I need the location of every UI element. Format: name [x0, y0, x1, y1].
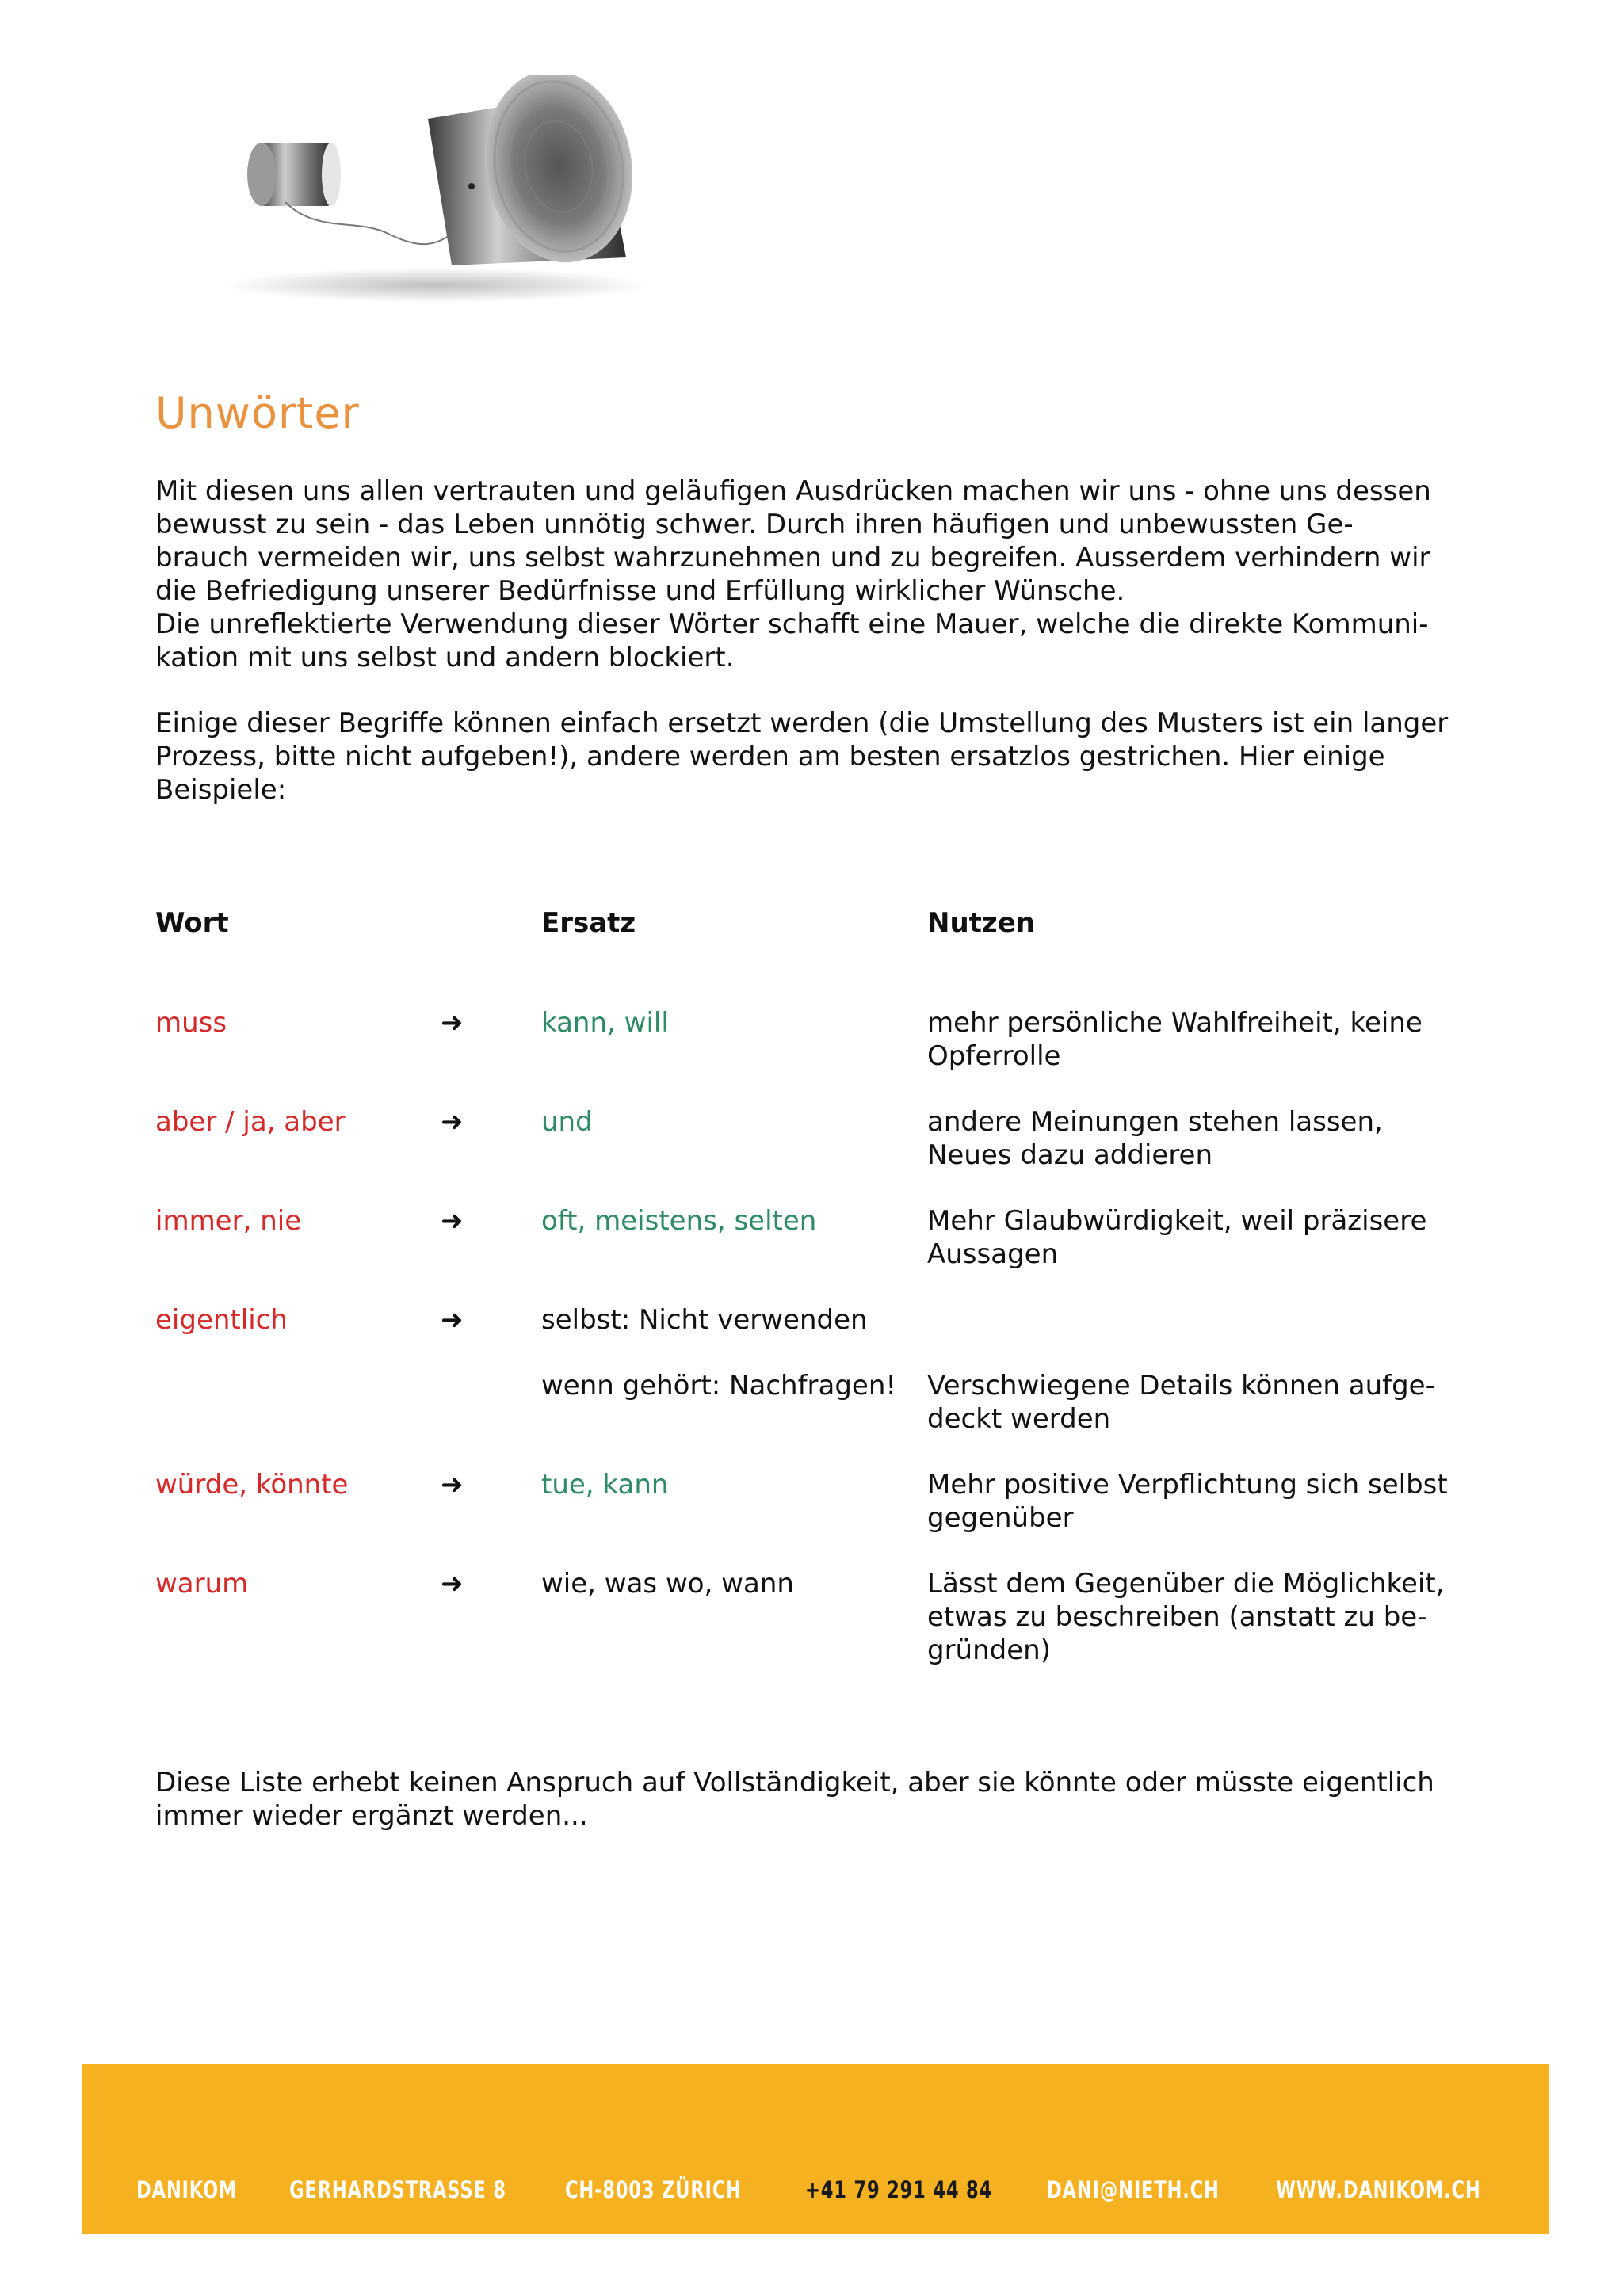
- footer-email-link[interactable]: DANI@NIETH.CH: [1047, 2176, 1220, 2203]
- arrow-icon: ➜: [441, 1106, 464, 1138]
- footer-city: CH-8003 ZÜRICH: [565, 2176, 742, 2203]
- footer-web-link[interactable]: WWW.DANIKOM.CH: [1276, 2176, 1481, 2203]
- table-row-word: eigentlich: [155, 1304, 288, 1336]
- table-row-word: aber / ja, aber: [155, 1106, 346, 1138]
- table-row-word: würde, könnte: [155, 1469, 349, 1501]
- small-can-icon: [247, 143, 341, 206]
- column-header-word: Wort: [155, 907, 229, 939]
- table-row-benefit: Mehr positive Verpflichtung sich selbst gegenüber: [927, 1469, 1448, 1534]
- arrow-icon: ➜: [441, 1568, 464, 1600]
- column-header-benefit: Nutzen: [927, 907, 1035, 939]
- column-header-replacement: Ersatz: [541, 907, 636, 939]
- arrow-icon: ➜: [441, 1205, 464, 1237]
- footer-street: GERHARDSTRASSE 8: [289, 2176, 506, 2203]
- large-can-icon: [428, 75, 647, 274]
- table-row-replacement: wenn gehört: Nachfragen!: [541, 1370, 897, 1402]
- table-row-benefit: andere Meinungen stehen lassen, Neues dazu addieren: [927, 1106, 1383, 1171]
- table-row-benefit: mehr persönliche Wahlfreiheit, keine Opferrolle: [927, 1007, 1423, 1072]
- table-row-word: muss: [155, 1007, 227, 1039]
- table-row-replacement: kann, will: [541, 1007, 669, 1039]
- tin-can-phone-logo: [198, 75, 674, 305]
- table-row-word: immer, nie: [155, 1205, 302, 1237]
- intro-paragraph: Mit diesen uns allen vertrauten und geläufigen Ausdrücken machen wir uns - ohne uns dessen bewusst zu sein - das Leben unnötig schwer. Durch ihren häufigen und unbewussten Ge- brauch vermeiden wir, uns selbst wahrzunehmen und zu begreifen. Ausserdem verhindern wir die Befriedigung unserer Bedürfnisse und Erfüllung wirklicher Wünsche. Die unreflektierte Verwendung dieser Wörter schafft eine Mauer, welche die direkte Kommuni- kation mit uns selbst und andern blockiert.: [155, 475, 1431, 673]
- table-row-replacement: tue, kann: [541, 1469, 669, 1501]
- table-row-benefit: Verschwiegene Details können aufge- deckt werden: [927, 1370, 1435, 1435]
- page-title: Unwörter: [155, 388, 360, 438]
- footer-company: DANIKOM: [136, 2176, 238, 2203]
- arrow-icon: ➜: [441, 1304, 464, 1336]
- table-row-benefit: Lässt dem Gegenüber die Möglichkeit, etwas zu beschreiben (anstatt zu be- gründen): [927, 1568, 1445, 1666]
- table-row-replacement: oft, meistens, selten: [541, 1205, 817, 1237]
- arrow-icon: ➜: [441, 1007, 464, 1039]
- footer-bar: [82, 2064, 1549, 2234]
- closing-paragraph: Diese Liste erhebt keinen Anspruch auf Vollständigkeit, aber sie könnte oder müsste eigentlich immer wieder ergänzt werden...: [155, 1767, 1434, 1832]
- table-row-replacement: selbst: Nicht verwenden: [541, 1304, 868, 1336]
- intro-paragraph-2: Einige dieser Begriffe können einfach ersetzt werden (die Umstellung des Musters ist ein langer Prozess, bitte nicht aufgeben!), andere werden am besten ersatzlos gestrichen. Hier einige Beispiele:: [155, 707, 1449, 806]
- arrow-icon: ➜: [441, 1469, 464, 1501]
- footer-phone[interactable]: +41 79 291 44 84: [805, 2176, 993, 2203]
- table-row-replacement: und: [541, 1106, 593, 1138]
- table-row-word: warum: [155, 1568, 249, 1600]
- table-row-replacement: wie, was wo, wann: [541, 1568, 794, 1600]
- table-row-benefit: Mehr Glaubwürdigkeit, weil präzisere Aussagen: [927, 1205, 1427, 1270]
